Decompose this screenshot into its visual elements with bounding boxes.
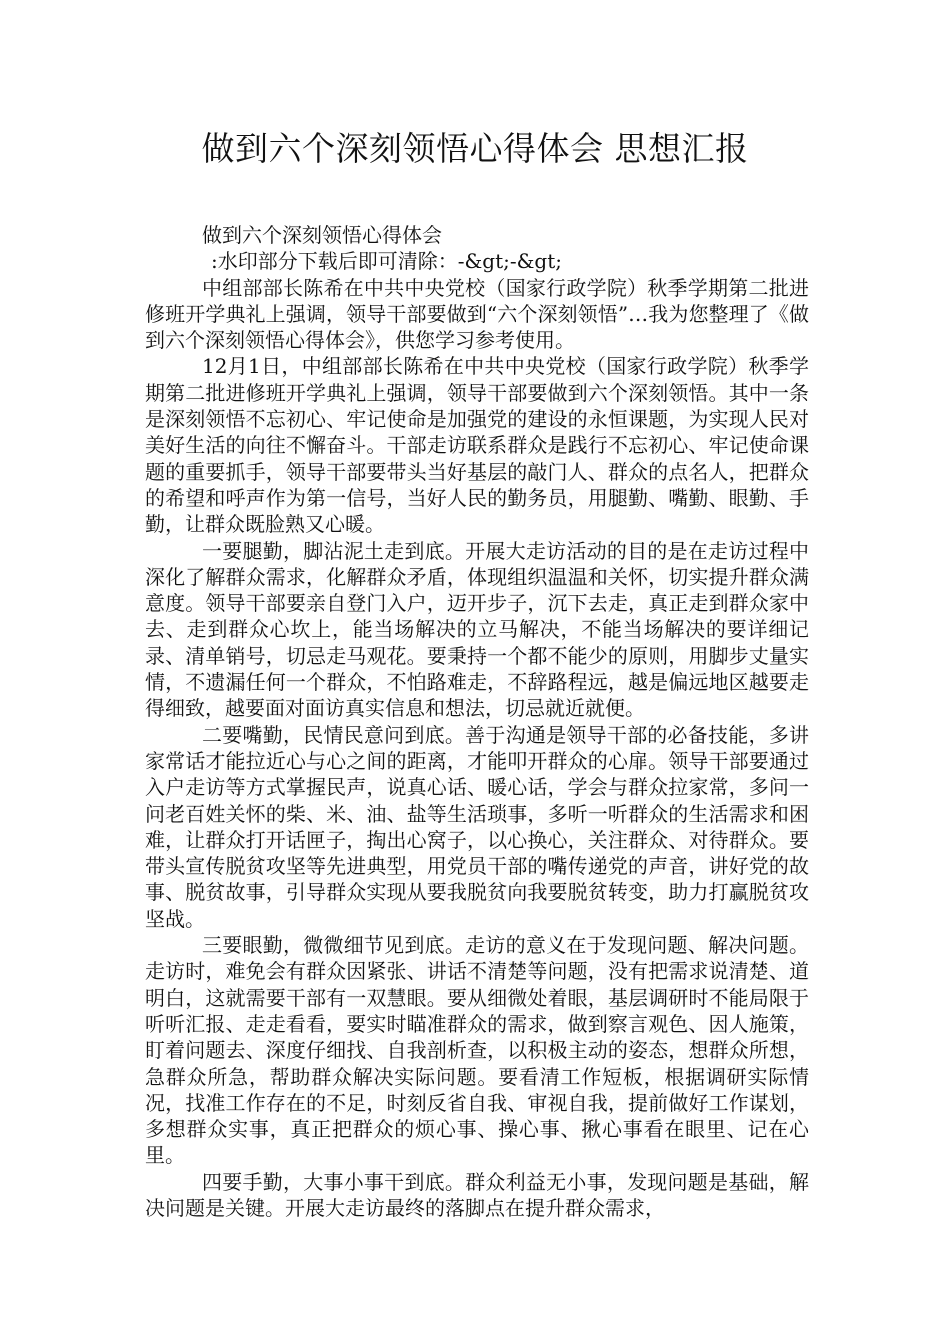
subtitle-line: 做到六个深刻领悟心得体会 bbox=[202, 223, 442, 247]
document-body bbox=[145, 222, 809, 1221]
paragraph-intro: 中组部部长陈希在中共中央党校（国家行政学院）秋季学期第二批进修班开学典礼上强调，领导干部要做到“六个深刻领悟”…我为您整理了《做到六个深刻领悟心得体会》，供您学习参考使用。 bbox=[145, 275, 809, 353]
watermark-note: :水印部分下载后即可清除：-&gt;-&gt; bbox=[211, 249, 563, 274]
paragraph-eyes: 三要眼勤，微微细节见到底。走访的意义在于发现问题、解决问题。走访时，难免会有群众因紧张、讲话不清楚等问题，没有把需求说清楚、道明白，这就需要干部有一双慧眼。要从细微处着眼，基层调研时不能局限于听听汇报、走走看看，要实时瞄准群众的需求，做到察言观色、因人施策，盯着问题去、深度仔细找、自我剖析查，以积极主动的姿态，想群众所想，急群众所急，帮助群众解决实际问题。要看清工作短板，根据调研实际情况，找准工作存在的不足，时刻反省自我、审视自我，提前做好工作谋划，多想群众实事，真正把群众的烦心事、操心事、揪心事看在眼里、记在心里。 bbox=[145, 933, 809, 1168]
paragraph-hands: 四要手勤，大事小事干到底。群众利益无小事，发现问题是基础，解决问题是关键。开展大走访最终的落脚点在提升群众需求， bbox=[145, 1169, 809, 1220]
document-title: 做到六个深刻领悟心得体会 思想汇报 bbox=[201, 129, 749, 168]
paragraph-background: 12月1日，中组部部长陈希在中共中央党校（国家行政学院）秋季学期第二批进修班开学典礼上强调，领导干部要做到六个深刻领悟。其中一条是深刻领悟不忘初心、牢记使命是加强党的建设的永恒课题，为实现人民对美好生活的向往不懈奋斗。干部走访联系群众是践行不忘初心、牢记使命课题的重要抓手，领导干部要带头当好基层的敲门人、群众的点名人，把群众的希望和呼声作为第一信号，当好人民的勤务员，用腿勤、嘴勤、眼勤、手勤，让群众既脸熟又心暖。 bbox=[145, 354, 809, 537]
paragraph-mouth: 二要嘴勤，民情民意问到底。善于沟通是领导干部的必备技能，多讲家常话才能拉近心与心之间的距离，才能叩开群众的心扉。领导干部要通过入户走访等方式掌握民声，说真心话、暖心话，学会与群众拉家常，多问一问老百姓关怀的柴、米、油、盐等生活琐事，多听一听群众的生活需求和困难，让群众打开话匣子，掏出心窝子，以心换心，关注群众、对待群众。要带头宣传脱贫攻坚等先进典型，用党员干部的嘴传递党的声音，讲好党的故事、脱贫故事，引导群众实现从要我脱贫向我要脱贫转变，助力打赢脱贫攻坚战。 bbox=[145, 722, 809, 931]
paragraph-legs: 一要腿勤，脚沾泥土走到底。开展大走访活动的目的是在走访过程中深化了解群众需求，化解群众矛盾，体现组织温温和关怀，切实提升群众满意度。领导干部要亲自登门入户，迈开步子，沉下去走，真正走到群众家中去、走到群众心坎上，能当场解决的立马解决，不能当场解决的要详细记录、清单销号，切忌走马观花。要秉持一个都不能少的原则，用脚步丈量实情，不遗漏任何一个群众，不怕路难走，不辞路程远，越是偏远地区越要走得细致，越要面对面访真实信息和想法，切忌就近就便。 bbox=[145, 538, 809, 721]
